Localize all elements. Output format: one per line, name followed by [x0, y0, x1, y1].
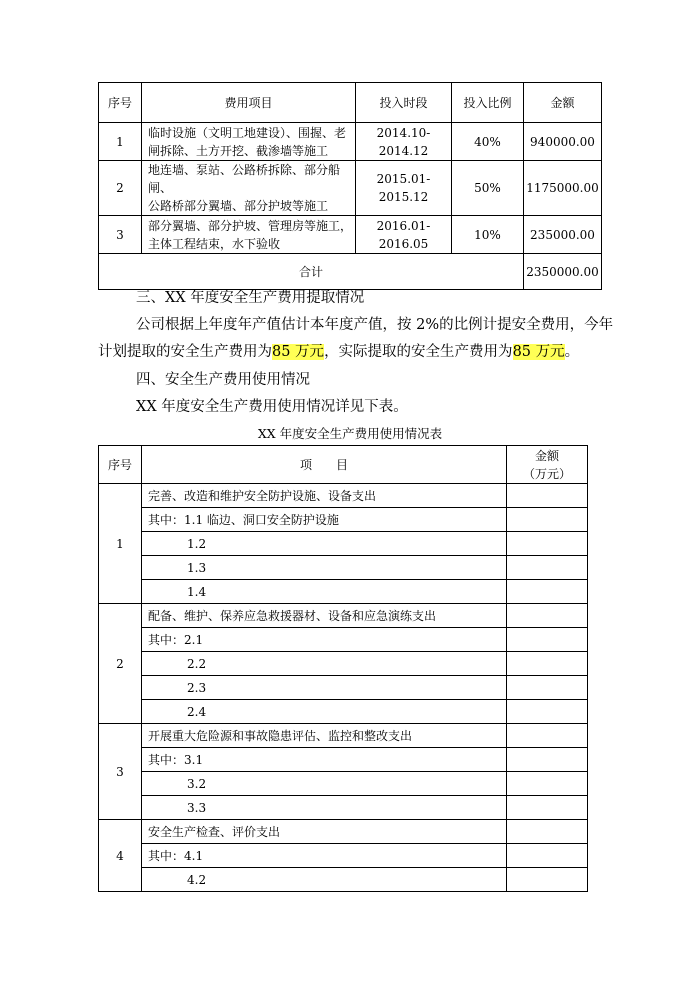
total-amount: 2350000.00: [524, 254, 602, 290]
table-row: [99, 161, 602, 216]
row-amount: [507, 580, 588, 604]
row-amount: 940000.00: [524, 123, 602, 161]
group-no: 4: [99, 820, 142, 892]
row-item: 其中：3.1: [142, 748, 507, 772]
section3-paragraph-line1: 公司根据上年度年产值估计本年度产值，按 2%的比例计提安全费用，今年: [136, 317, 614, 333]
table-header-row: [99, 83, 602, 123]
table-row: [99, 123, 602, 161]
table-row: [99, 796, 588, 820]
row-amount: [507, 724, 588, 748]
table-row: [99, 724, 588, 748]
group-no: 3: [99, 724, 142, 820]
row-item: 1.2: [142, 532, 507, 556]
row-item: 2.3: [142, 676, 507, 700]
row-ratio: 10%: [452, 216, 524, 254]
row-no: 3: [99, 216, 142, 254]
header-no: 序号: [99, 83, 142, 123]
row-item: 2.2: [142, 652, 507, 676]
row-amount: [507, 676, 588, 700]
row-item: [142, 161, 356, 216]
table-row: [99, 508, 588, 532]
header-amount-line: 金额: [534, 448, 559, 463]
section3-paragraph-line2: [98, 340, 579, 364]
header-ratio: 投入比例: [452, 83, 524, 123]
row-item: 1.4: [142, 580, 507, 604]
row-amount: 1175000.00: [524, 161, 602, 216]
table-row: [99, 652, 588, 676]
row-item: 1.3: [142, 556, 507, 580]
row-no: 1: [99, 123, 142, 161]
row-amount: [507, 844, 588, 868]
text-span: 。: [564, 344, 580, 360]
row-item: 2.4: [142, 700, 507, 724]
header-amount-line: （万元）: [522, 466, 571, 481]
section4-intro: XX 年度安全生产费用使用情况详见下表。: [136, 399, 408, 415]
row-amount: [507, 604, 588, 628]
table-row: [99, 532, 588, 556]
group-no: 2: [99, 604, 142, 724]
row-amount: [507, 700, 588, 724]
row-ratio: 50%: [452, 161, 524, 216]
row-amount: [507, 868, 588, 892]
table-row: [99, 820, 588, 844]
header-amount: [507, 446, 588, 484]
header-no: 序号: [99, 446, 142, 484]
header-period: 投入时段: [356, 83, 452, 123]
row-period: 2014.10-2014.12: [356, 123, 452, 161]
section4-heading: 四、安全生产费用使用情况: [136, 372, 310, 388]
row-item: 配备、维护、保养应急救援器材、设备和应急演练支出: [142, 604, 507, 628]
row-amount: [507, 796, 588, 820]
table-row: [99, 556, 588, 580]
header-item: 费用项目: [142, 83, 356, 123]
table-row: [99, 628, 588, 652]
row-item: 安全生产检查、评价支出: [142, 820, 507, 844]
actual-amount-highlight: 85 万元: [512, 344, 565, 360]
row-item: [142, 123, 356, 161]
row-item: 其中：1.1 临边、洞口安全防护设施: [142, 508, 507, 532]
row-item-line: 临时设施（文明工地建设）、围握、老: [148, 125, 347, 140]
table-row: [99, 484, 588, 508]
row-item: 其中：2.1: [142, 628, 507, 652]
usage-table: [98, 445, 588, 892]
row-amount: [507, 652, 588, 676]
total-label: 合计: [99, 254, 524, 290]
table-row: [99, 844, 588, 868]
table-row: [99, 676, 588, 700]
row-period: 2015.01-2015.12: [356, 161, 452, 216]
row-amount: [507, 748, 588, 772]
row-amount: [507, 532, 588, 556]
row-item: 完善、改造和维护安全防护设施、设备支出: [142, 484, 507, 508]
header-item: 项 目: [142, 446, 507, 484]
row-item-line: 公路桥部分翼墙、部分护坡等施工: [148, 199, 329, 213]
table-row: [99, 580, 588, 604]
section3-heading: 三、XX 年度安全生产费用提取情况: [136, 290, 365, 306]
row-item-line: 闸拆除、土方开挖、截渗墙等施工: [148, 143, 329, 158]
row-item: 3.2: [142, 772, 507, 796]
row-item: [142, 216, 356, 254]
row-ratio: 40%: [452, 123, 524, 161]
total-row: [99, 254, 602, 290]
table-row: [99, 772, 588, 796]
table-row: [99, 700, 588, 724]
row-item: 其中：4.1: [142, 844, 507, 868]
row-amount: 235000.00: [524, 216, 602, 254]
row-item: 开展重大危险源和事故隐患评估、监控和整改支出: [142, 724, 507, 748]
table-row: [99, 748, 588, 772]
row-period: 2016.01-2016.05: [356, 216, 452, 254]
row-item: 4.2: [142, 868, 507, 892]
text-span: 计划提取的安全生产费用为: [98, 344, 272, 360]
text-span: ，实际提取的安全生产费用为: [324, 344, 513, 360]
row-amount: [507, 772, 588, 796]
table-caption: XX 年度安全生产费用使用情况表: [257, 426, 443, 441]
row-amount: [507, 556, 588, 580]
table-row: [99, 604, 588, 628]
planned-amount-highlight: 85 万元: [272, 344, 325, 360]
row-amount: [507, 508, 588, 532]
row-amount: [507, 820, 588, 844]
header-amount: 金额: [524, 83, 602, 123]
table-row: [99, 216, 602, 254]
row-item-line: 主体工程结束，水下验收: [148, 236, 281, 251]
row-no: 2: [99, 161, 142, 216]
investment-table: [98, 82, 602, 290]
row-amount: [507, 484, 588, 508]
row-item-line: 部分翼墙、部分护坡、管理房等施工，: [148, 218, 353, 233]
table-row: [99, 868, 588, 892]
row-item-line: 地连墙、泵站、公路桥拆除、部分船闸、: [148, 163, 341, 195]
group-no: 1: [99, 484, 142, 604]
table-header-row: [99, 446, 588, 484]
row-amount: [507, 628, 588, 652]
row-item: 3.3: [142, 796, 507, 820]
